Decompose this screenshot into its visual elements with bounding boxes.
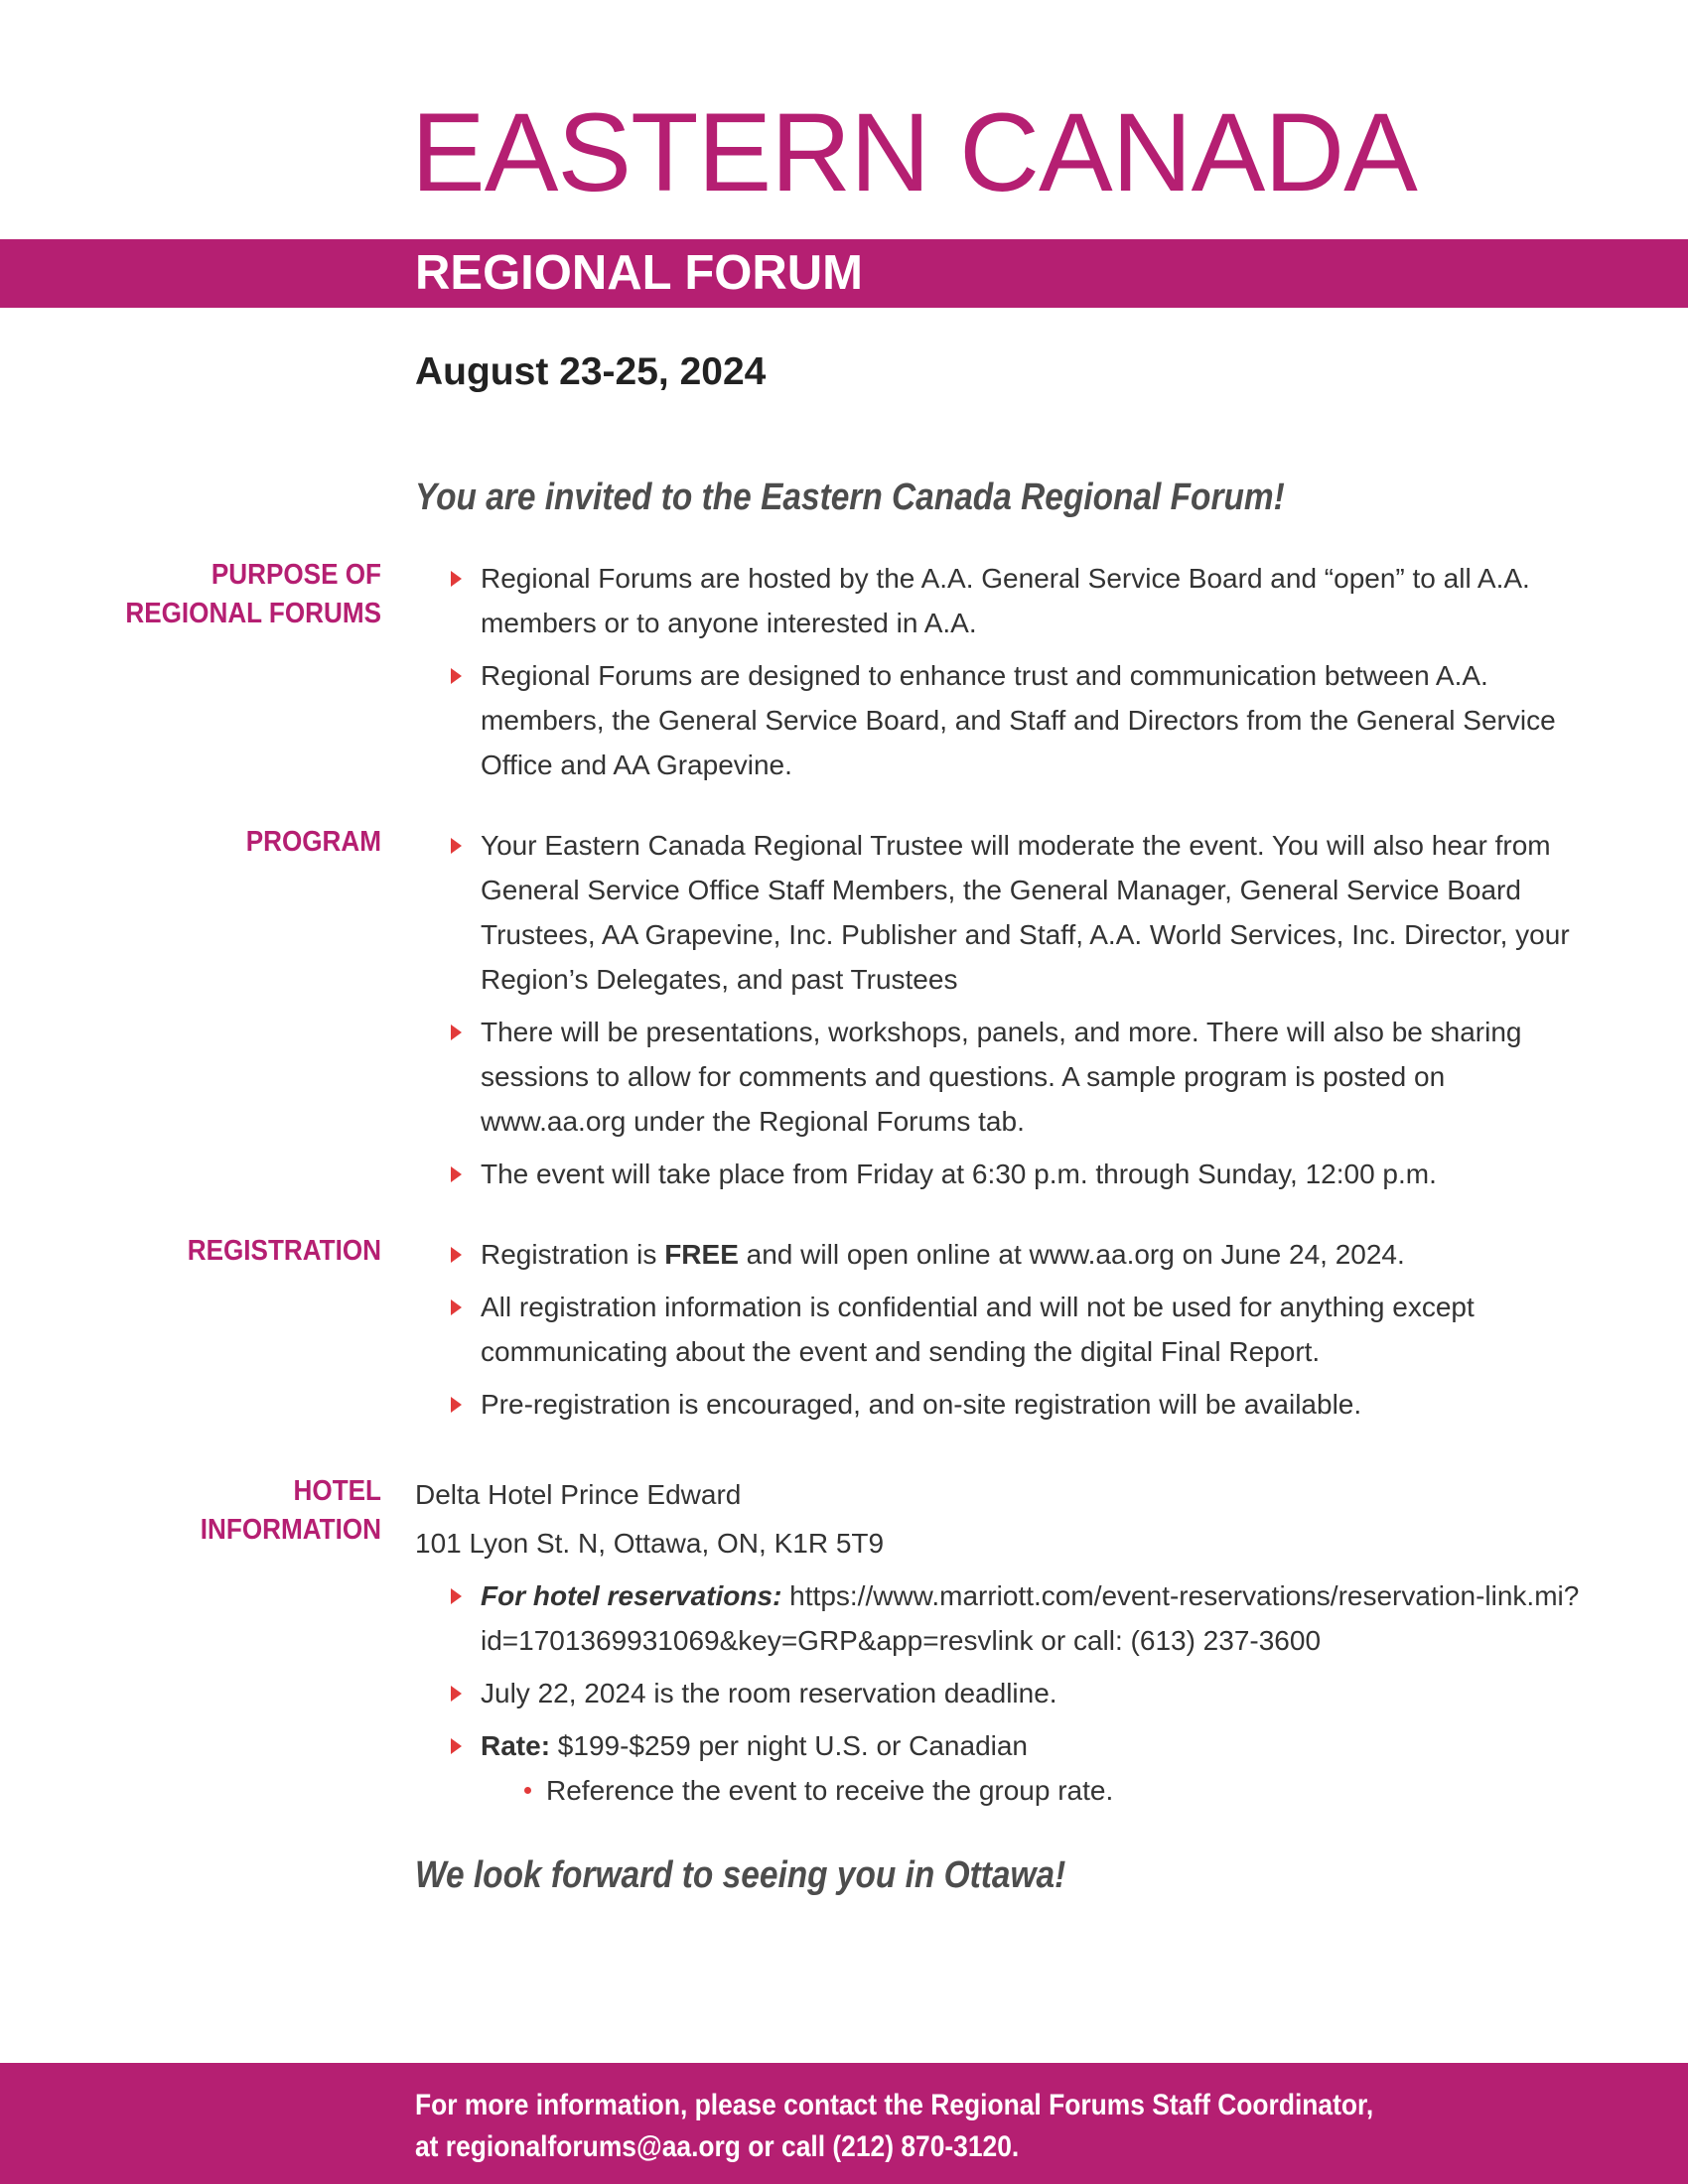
section-label-registration: REGISTRATION: [187, 1235, 381, 1267]
bullet-triangle-icon: [451, 1397, 462, 1413]
hotel-name: Delta Hotel Prince Edward: [415, 1479, 742, 1510]
list-item: There will be presentations, workshops, panels, and more. There will also be sharing sessions to allow for comments and questions. A sample program is posted on www.aa.org under the Regional Forums tab.: [415, 1010, 1587, 1144]
subtitle: REGIONAL FORUM: [415, 246, 863, 300]
list-item: Your Eastern Canada Regional Trustee will moderate the event. You will also hear from General Service Office Staff Members, the General Manager, General Service Board Trustees, AA Grapevine, Inc. Publisher and Staff, A.A. World Services, Inc. Director, your Region’s Delegates, and past Trustees: [415, 823, 1587, 1002]
sub-list-item: Reference the event to receive the group rate.: [524, 1768, 1587, 1813]
list-item: All registration information is confidential and will not be used for anything except communicating about the event and sending the digital Final Report.: [415, 1285, 1587, 1374]
list-item: Pre-registration is encouraged, and on-site registration will be available.: [415, 1382, 1587, 1427]
invitation-heading: You are invited to the Eastern Canada Regional Forum!: [415, 477, 1285, 518]
event-date: August 23-25, 2024: [415, 350, 767, 393]
page-title: EASTERN CANADA: [411, 90, 1417, 214]
reservation-link[interactable]: https://www.marriott.com/event-reservations/reservation-link.mi?id=1701369931069&key=GRP&app=resvlink or call: (613) 237-3600: [481, 1580, 1580, 1656]
footer-contact: For more information, please contact the Regional Forums Staff Coordinator, at regionalforums@aa.org or call (212) 870-3120.: [415, 2085, 1373, 2168]
subtitle-band: [0, 239, 1688, 308]
bullet-triangle-icon: [451, 1299, 462, 1315]
bullet-triangle-icon: [451, 1686, 462, 1702]
hotel-address: 101 Lyon St. N, Ottawa, ON, K1R 5T9: [415, 1528, 885, 1559]
footer-band: [0, 2063, 1688, 2184]
bullet-triangle-icon: [451, 1247, 462, 1263]
list-item: Regional Forums are designed to enhance trust and communication between A.A. members, the General Service Board, and Staff and Directors from the General Service Office and AA Grapevine.: [415, 653, 1587, 787]
bullet-triangle-icon: [451, 1166, 462, 1182]
footer-email-phone[interactable]: at regionalforums@aa.org or call (212) 870-3120.: [415, 2130, 1020, 2163]
section-label-purpose: PURPOSE OF REGIONAL FORUMS: [125, 559, 381, 629]
closing-message: We look forward to seeing you in Ottawa!: [415, 1854, 1066, 1896]
bullet-dot-icon: [524, 1787, 531, 1794]
list-item: Regional Forums are hosted by the A.A. General Service Board and “open” to all A.A. members or to anyone interested in A.A.: [415, 556, 1587, 645]
bullet-triangle-icon: [451, 838, 462, 854]
section-label-program: PROGRAM: [245, 826, 381, 858]
section-content-hotel: [415, 1472, 1587, 1813]
list-item: The event will take place from Friday at 6:30 p.m. through Sunday, 12:00 p.m.: [415, 1152, 1587, 1196]
section-content-program: [415, 823, 1587, 1204]
bullet-triangle-icon: [451, 1024, 462, 1040]
bullet-triangle-icon: [451, 1588, 462, 1604]
list-item: July 22, 2024 is the room reservation deadline.: [415, 1671, 1587, 1715]
bullet-triangle-icon: [451, 668, 462, 684]
section-label-hotel: HOTEL INFORMATION: [200, 1475, 381, 1546]
list-item: Registration is FREE and will open online at www.aa.org on June 24, 2024.: [415, 1232, 1587, 1277]
bullet-triangle-icon: [451, 571, 462, 587]
section-content-registration: [415, 1232, 1587, 1434]
bullet-triangle-icon: [451, 1738, 462, 1754]
list-item: Rate: $199-$259 per night U.S. or Canadian Reference the event to receive the group rate.: [415, 1723, 1587, 1813]
section-content-purpose: [415, 556, 1587, 795]
list-item: For hotel reservations: https://www.marriott.com/event-reservations/reservation-link.mi?id=1701369931069&key=GRP&app=resvlink or call: (613) 237-3600: [415, 1573, 1587, 1663]
